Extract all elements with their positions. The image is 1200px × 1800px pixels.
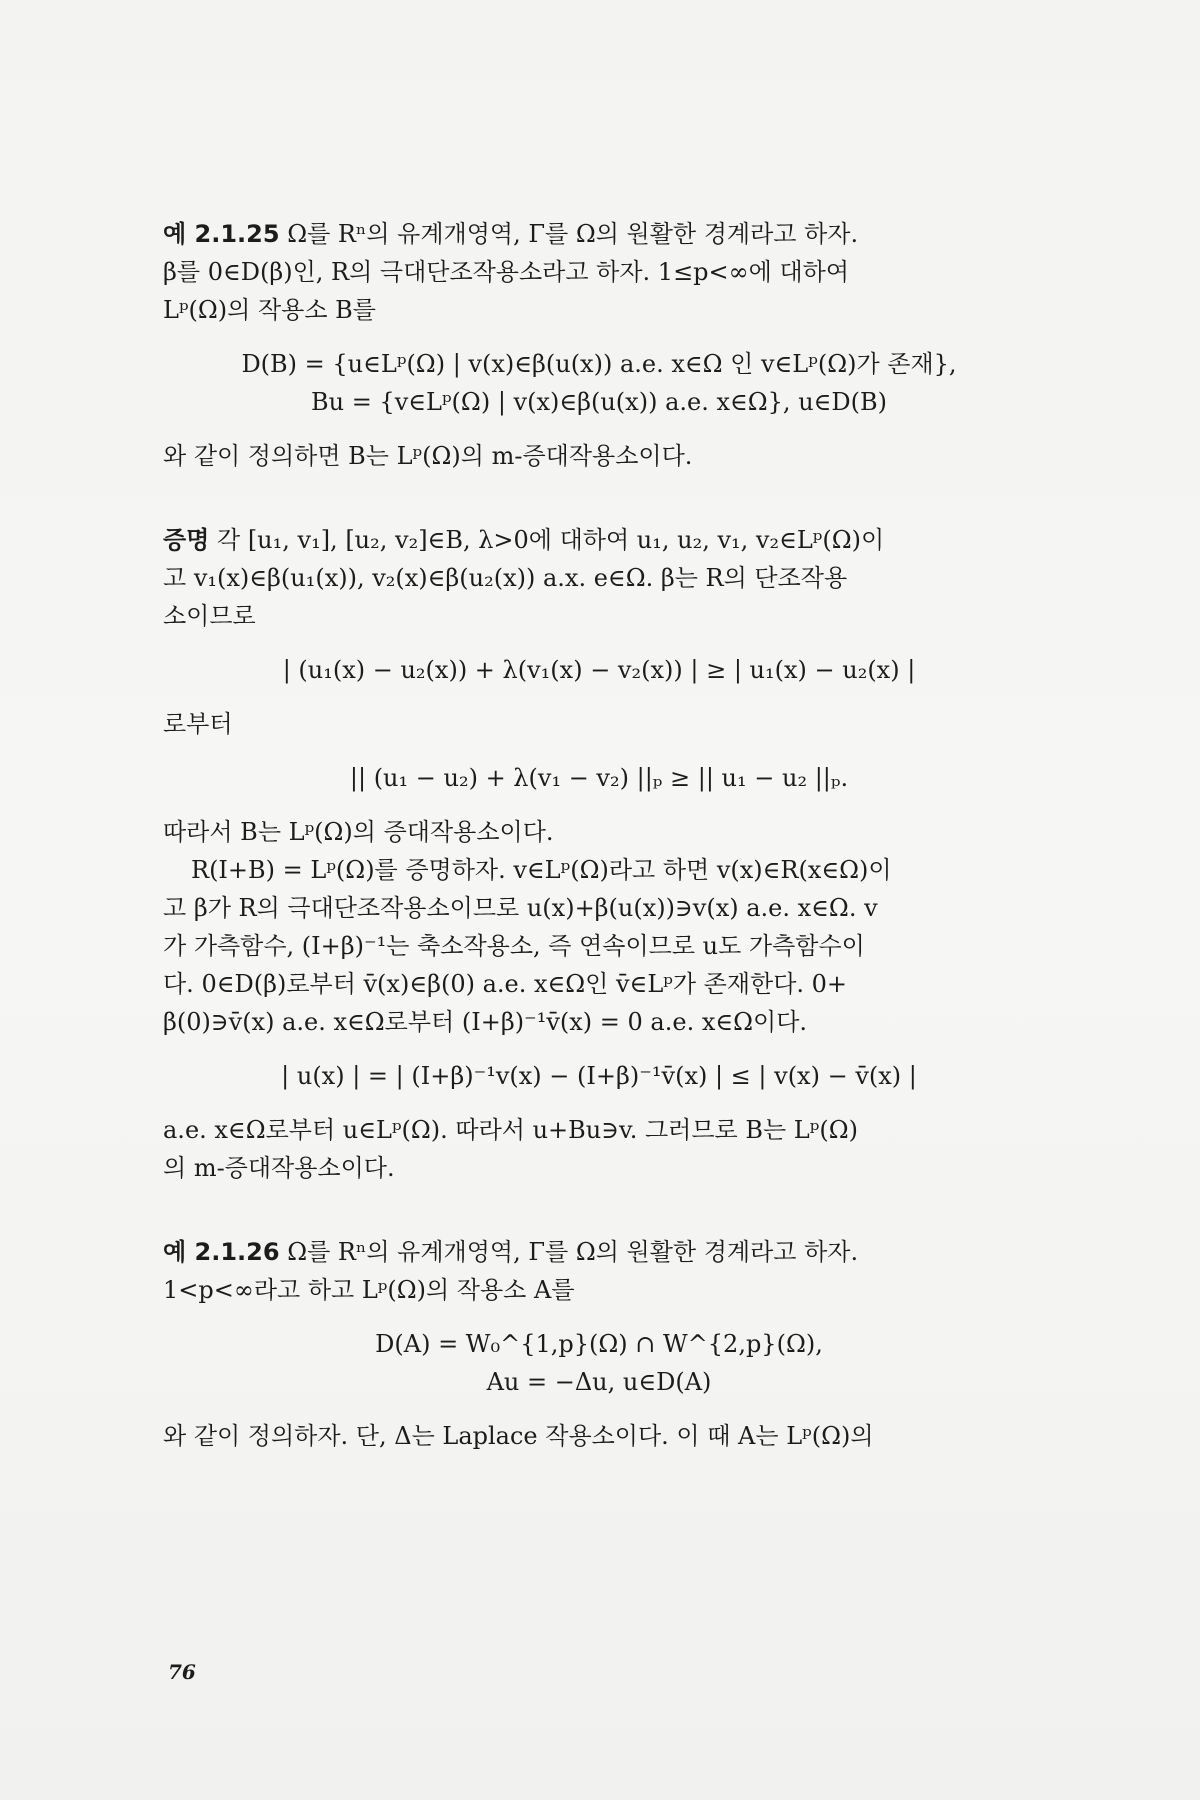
page-body <box>163 215 1035 1455</box>
proof-line-11: a.e. x∈Ω로부터 u∈Lᵖ(Ω). 따라서 u+Bu∋v. 그러므로 B는 Lᵖ(Ω) <box>163 1116 858 1144</box>
spacer <box>163 1187 1035 1233</box>
equation-operator-A: Au = −Δu, u∈D(A) <box>486 1368 712 1396</box>
equation-domain-A: D(A) = W₀^{1,p}(Ω) ∩ W^{2,p}(Ω), <box>375 1330 823 1358</box>
proof-line-4: 로부터 <box>163 710 233 738</box>
proof-line-7: 고 β가 R의 극대단조작용소이므로 u(x)+β(u(x))∋v(x) a.e. x∈Ω. v <box>163 894 878 922</box>
spacer <box>163 1095 1035 1111</box>
example-2-1-25-line-2: β를 0∈D(β)인, R의 극대단조작용소라고 하자. 1≤p<∞에 대하여 <box>163 258 850 286</box>
equation-operator-B: Bu = {v∈Lᵖ(Ω) | v(x)∈β(u(x)) a.e. x∈Ω}, u∈D(B) <box>310 388 888 416</box>
proof-line-8: 가 가측함수, (I+β)⁻¹는 축소작용소, 즉 연속이므로 u도 가측함수이 <box>163 932 865 960</box>
proof-line-1: 증명 각 [u₁, v₁], [u₂, v₂]∈B, λ>0에 대하여 u₁, u₂, v₁, v₂∈Lᵖ(Ω)이 <box>163 526 885 554</box>
equation-monotone-inequality: | (u₁(x) − u₂(x)) + λ(v₁(x) − v₂(x)) | ≥ | u₁(x) − u₂(x) | <box>282 656 916 684</box>
equation-domain-B: D(B) = {u∈Lᵖ(Ω) | v(x)∈β(u(x)) a.e. x∈Ω 인 v∈Lᵖ(Ω)가 존재}, <box>241 350 957 378</box>
spacer <box>163 421 1035 437</box>
proof-line-5: 따라서 B는 Lᵖ(Ω)의 증대작용소이다. <box>163 818 554 846</box>
spacer <box>163 329 1035 345</box>
proof-line-9: 다. 0∈D(β)로부터 v̄(x)∈β(0) a.e. x∈Ω인 v̄∈Lᵖ가 존재한다. 0+ <box>163 970 848 998</box>
spacer <box>163 743 1035 759</box>
proof-line-10: β(0)∋v̄(x) a.e. x∈Ω로부터 (I+β)⁻¹v̄(x) = 0 a.e. x∈Ω이다. <box>163 1008 808 1036</box>
proof-line-2: 고 v₁(x)∈β(u₁(x)), v₂(x)∈β(u₂(x)) a.x. e∈Ω. β는 R의 단조작용 <box>163 564 848 592</box>
example-label: 예 2.1.26 <box>163 1238 280 1266</box>
proof-line-12: 의 m-증대작용소이다. <box>163 1154 395 1182</box>
example-2-1-26-line-1: 예 2.1.26 Ω를 Rⁿ의 유계개영역, Γ를 Ω의 원활한 경계라고 하자. <box>163 1238 859 1266</box>
example-2-1-25-conclusion: 와 같이 정의하면 B는 Lᵖ(Ω)의 m-증대작용소이다. <box>163 442 693 470</box>
example-label: 예 2.1.25 <box>163 220 280 248</box>
equation-resolvent-estimate: | u(x) | = | (I+β)⁻¹v(x) − (I+β)⁻¹v̄(x) | ≤ | v(x) − v̄(x) | <box>281 1062 917 1090</box>
spacer <box>163 635 1035 651</box>
proof-label: 증명 <box>163 526 210 554</box>
page-number: 76 <box>168 1660 196 1684</box>
example-2-1-25-line-3: Lᵖ(Ω)의 작용소 B를 <box>163 296 376 324</box>
proof-line-6: R(I+B) = Lᵖ(Ω)를 증명하자. v∈Lᵖ(Ω)라고 하면 v(x)∈R(x∈Ω)이 <box>191 856 892 884</box>
equation-norm-inequality: || (u₁ − u₂) + λ(v₁ − v₂) ||ₚ ≥ || u₁ − u₂ ||ₚ. <box>349 764 849 792</box>
example-2-1-26-line-2: 1<p<∞라고 하고 Lᵖ(Ω)의 작용소 A를 <box>163 1276 575 1304</box>
example-2-1-26-line-3: 와 같이 정의하자. 단, Δ는 Laplace 작용소이다. 이 때 A는 Lᵖ(Ω)의 <box>163 1422 874 1450</box>
spacer <box>163 1401 1035 1417</box>
proof-line-3: 소이므로 <box>163 602 256 630</box>
spacer <box>163 689 1035 705</box>
example-2-1-25-line-1: 예 2.1.25 Ω를 Rⁿ의 유계개영역, Γ를 Ω의 원활한 경계라고 하자. <box>163 220 859 248</box>
spacer <box>163 475 1035 521</box>
spacer <box>163 797 1035 813</box>
spacer <box>163 1041 1035 1057</box>
spacer <box>163 1309 1035 1325</box>
